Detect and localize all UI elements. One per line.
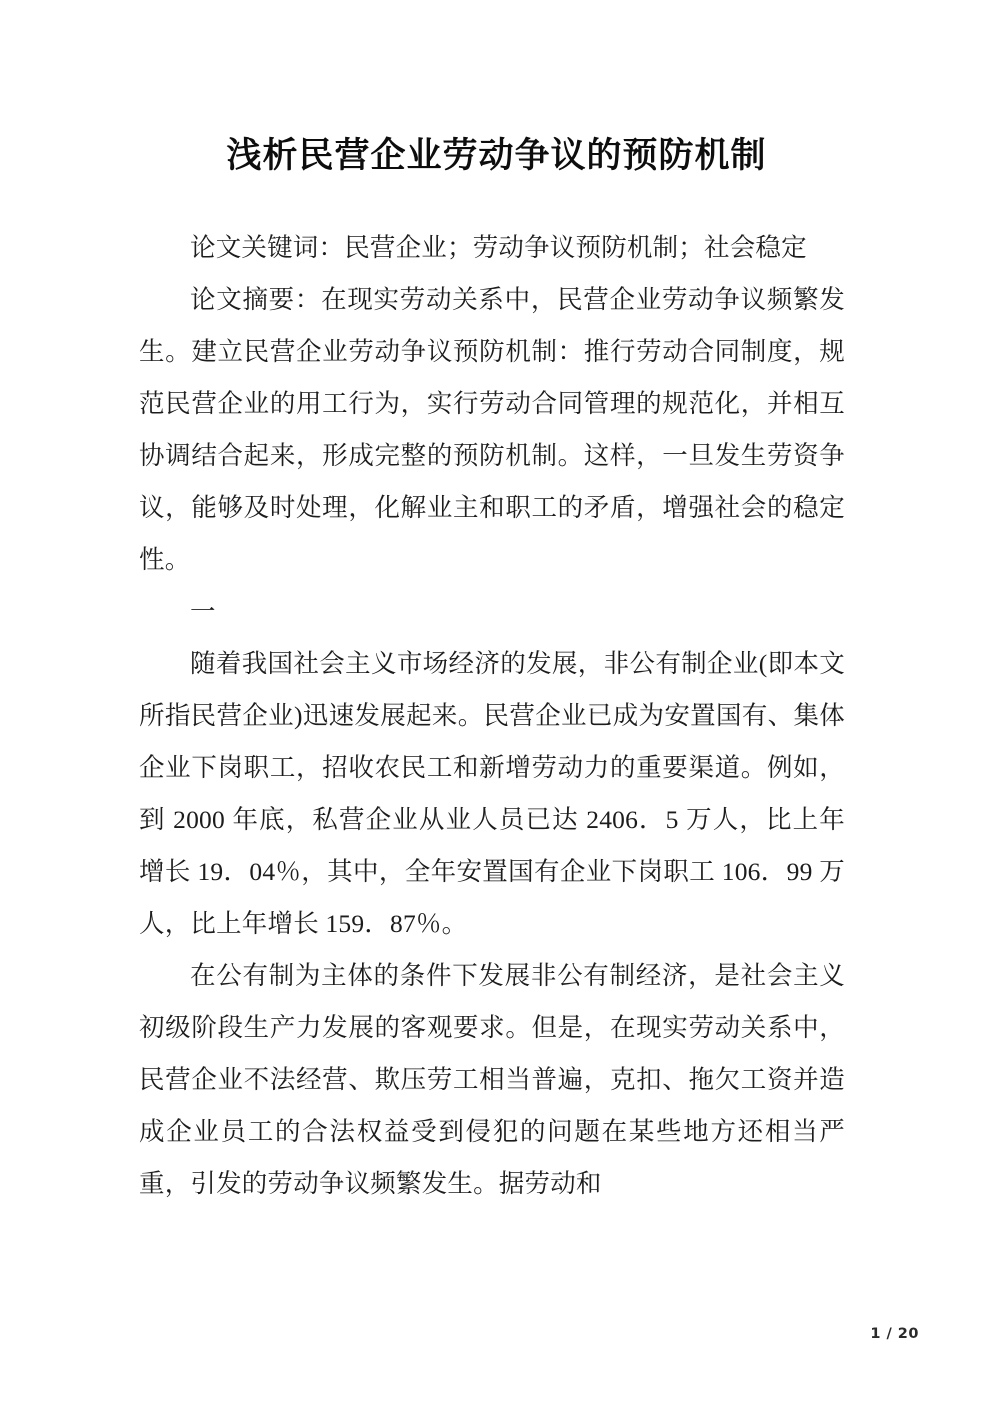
- document-body: [139, 222, 845, 1210]
- body-paragraph-1: 随着我国社会主义市场经济的发展，非公有制企业(即本文所指民营企业)迅速发展起来。民营企业已成为安置国有、集体企业下岗职工，招收农民工和新增劳动力的重要渠道。例如，到 2000 年底，私营企业从业人员已达 2406．5 万人，比上年增长 19．04％，其中，全年安置国有企业下岗职工 106．99 万人，比上年增长 159．87％。: [139, 649, 845, 938]
- page-title: 浅析民营企业劳动争议的预防机制: [226, 136, 767, 177]
- keywords-paragraph: 论文关键词：民营企业；劳动争议预防机制；社会稳定: [190, 233, 807, 262]
- page-number-footer: 1 / 20: [870, 1326, 919, 1342]
- section-heading-one: 一: [190, 597, 216, 626]
- body-paragraph-2: 在公有制为主体的条件下发展非公有制经济，是社会主义初级阶段生产力发展的客观要求。但是，在现实劳动关系中，民营企业不法经营、欺压劳工相当普遍，克扣、拖欠工资并造成企业员工的合法权益受到侵犯的问题在某些地方还相当严重，引发的劳动争议频繁发生。据劳动和: [139, 961, 845, 1198]
- abstract-paragraph: 论文摘要：在现实劳动关系中，民营企业劳动争议频繁发生。建立民营企业劳动争议预防机制：推行劳动合同制度，规范民营企业的用工行为，实行劳动合同管理的规范化，并相互协调结合起来，形成完整的预防机制。这样，一旦发生劳资争议，能够及时处理，化解业主和职工的矛盾，增强社会的稳定性。: [139, 285, 845, 574]
